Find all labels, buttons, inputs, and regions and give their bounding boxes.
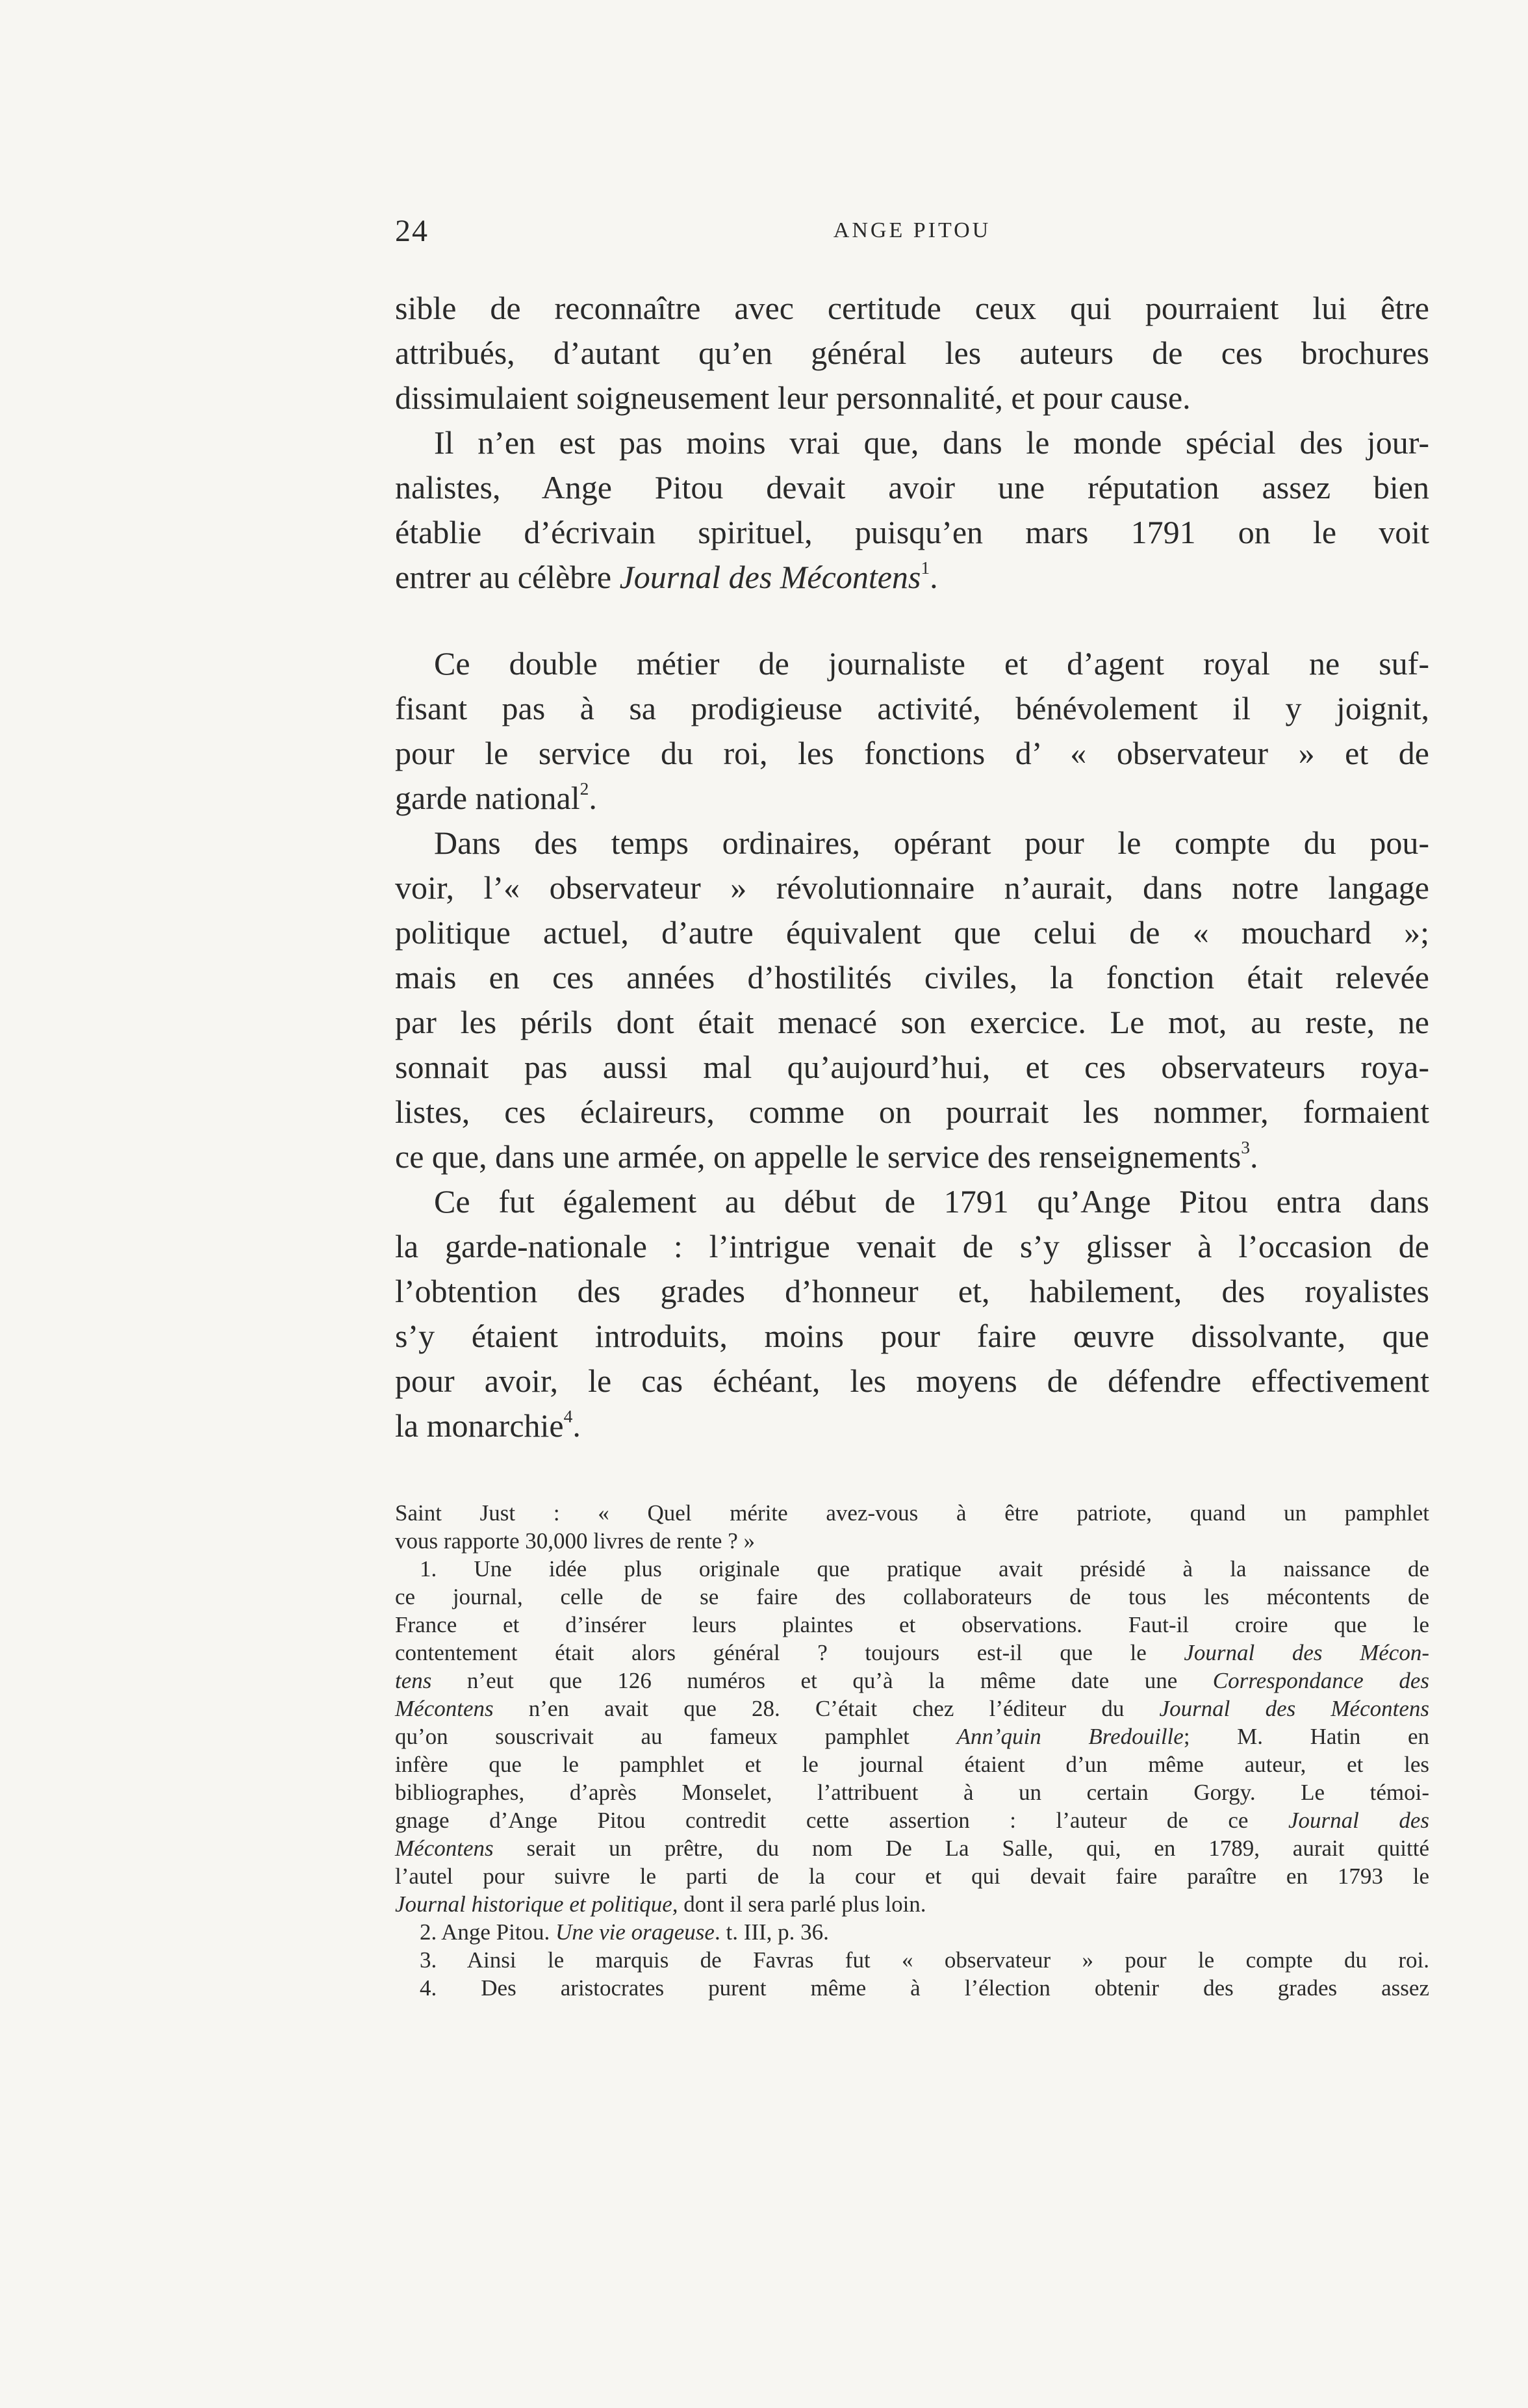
footnote-line: 3. Ainsi le marquis de Favras fut « observateur » pour le compte du roi. <box>420 1947 1429 1973</box>
text-line: voir, l’« observateur » révolutionnaire n’aurait, dans notre langage <box>395 869 1429 906</box>
footnote-ref[interactable]: 3 <box>1241 1137 1250 1157</box>
footnote-line: gnage d’Ange Pitou contredit cette assertion : l’auteur de ce Journal des <box>395 1808 1430 1833</box>
footnote-line: Saint Just : « Quel mérite avez-vous à être patriote, quand un pamphlet <box>395 1500 1429 1526</box>
text-line: listes, ces éclaireurs, comme on pourrait les nommer, formaient <box>395 1094 1429 1130</box>
footnote-line: l’autel pour suivre le parti de la cour et qui devait faire paraître en 1793 le <box>395 1864 1429 1889</box>
text-line: sible de reconnaître avec certitude ceux qui pourraient lui être <box>395 290 1429 326</box>
text-line: Dans des temps ordinaires, opérant pour le compte du pou- <box>434 825 1429 861</box>
main-text <box>395 286 1429 2002</box>
footnote-line: vous rapporte 30,000 livres de rente ? » <box>395 1528 756 1554</box>
text-line: la garde-nationale : l’intrigue venait de s’y glisser à l’occasion de <box>395 1228 1429 1264</box>
footnote-ref[interactable]: 2 <box>579 778 589 799</box>
text-line: attribués, d’autant qu’en général les auteurs de ces brochures <box>395 335 1429 371</box>
text-line: garde national$^2$. <box>395 778 597 816</box>
text-line: Ce double métier de journaliste et d’agent royal ne suf- <box>434 645 1429 682</box>
text-line: l’obtention des grades d’honneur et, habilement, des royalistes <box>395 1273 1429 1309</box>
footnote-line: 4. Des aristocrates purent même à l’élection obtenir des grades assez <box>420 1975 1429 2001</box>
page-header <box>395 213 1429 252</box>
text-line: sonnait pas aussi mal qu’aujourd’hui, et ces observateurs roya- <box>395 1049 1429 1085</box>
footnote-line: Mécontens n’en avait que 28. C’était chez l’éditeur du Journal des Mécontens <box>395 1696 1430 1721</box>
footnote-line: ce journal, celle de se faire des collaborateurs de tous les mécontents de <box>395 1584 1429 1609</box>
text-line: établie d’écrivain spirituel, puisqu’en mars 1791 on le voit <box>395 514 1429 550</box>
footnote-line: bibliographes, d’après Monselet, l’attribuent à un certain Gorgy. Le témoi- <box>395 1780 1429 1805</box>
text-line: dissimulaient soigneusement leur personnalité, et pour cause. <box>395 379 1191 416</box>
text-line: nalistes, Ange Pitou devait avoir une réputation assez bien <box>395 469 1429 506</box>
text-line: pour avoir, le cas échéant, les moyens de défendre effectivement <box>395 1363 1429 1399</box>
footnote-ref[interactable]: 1 <box>921 557 930 578</box>
footnote-line: France et d’insérer leurs plaintes et observations. Faut-il croire que le <box>395 1612 1429 1637</box>
text-line: fisant pas à sa prodigieuse activité, bénévolement il y joignit, <box>395 690 1429 726</box>
footnote-line: Journal historique et politique, dont il sera parlé plus loin. <box>395 1891 926 1917</box>
journal-title: Journal des Mécontens <box>619 559 921 595</box>
footnote-line: Mécontens serait un prêtre, du nom De La Salle, qui, en 1789, aurait quitté <box>395 1836 1429 1861</box>
footnote-line: 2. Ange Pitou. Une vie orageuse. t. III, p. 36. <box>420 1919 829 1945</box>
text-line: Ce fut également au début de 1791 qu’Ange Pitou entra dans <box>434 1183 1429 1220</box>
footnote-line: qu’on souscrivait au fameux pamphlet Ann’quin Bredouille; M. Hatin en <box>395 1724 1430 1749</box>
text-line: la monarchie$^4$. <box>395 1406 581 1444</box>
footnote-line: tens n’eut que 126 numéros et qu’à la même date une Correspondance des <box>395 1668 1429 1693</box>
footnote-line: 1. Une idée plus originale que pratique avait présidé à la naissance de <box>420 1556 1429 1582</box>
running-title: ANGE PITOU <box>833 218 991 242</box>
page-number: 24 <box>395 214 429 248</box>
footnote-line: contentement était alors général ? toujours est-il que le Journal des Mécon- <box>395 1640 1429 1665</box>
text-line: ce que, dans une armée, on appelle le service des renseignements$^3$. <box>395 1137 1258 1175</box>
footnote-ref[interactable]: 4 <box>563 1406 573 1426</box>
text-line: pour le service du roi, les fonctions d’ « observateur » et de <box>395 735 1429 771</box>
text-line: politique actuel, d’autre équivalent que celui de « mouchard »; <box>395 914 1429 951</box>
text-line: Il n’en est pas moins vrai que, dans le monde spécial des jour- <box>434 424 1429 461</box>
text-line: s’y étaient introduits, moins pour faire œuvre dissolvante, que <box>395 1318 1429 1354</box>
footnotes <box>395 1499 1429 2002</box>
footnote-line: infère que le pamphlet et le journal étaient d’un même auteur, et les <box>395 1752 1429 1777</box>
text-line: mais en ces années d’hostilités civiles, la fonction était relevée <box>395 959 1429 995</box>
text-line: par les périls dont était menacé son exercice. Le mot, au reste, ne <box>395 1004 1429 1040</box>
text-line: entrer au célèbre Journal des Mécontens$^1$. <box>395 557 938 595</box>
